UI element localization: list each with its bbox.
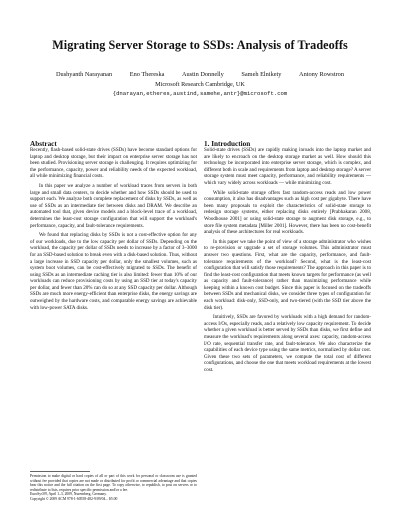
- introduction-paragraph: In this paper we take the point of view of a storage administrator who wishes to re-provision or upgrade a set of storage volumes. This administrator must answer two questions. First, what are the capacity, performance, and fault-tolerance requirements of the workload? Second, what is the least-cost configuration that will satisfy those requirements? The approach in this paper is to find the least-cost configuration that meets known targets for performance (as well as capacity and fault-tolerance) rather than maximizing performance while keeping within a known cost budget. Since this paper is focused on the tradeoffs between SSDs and mechanical disks, we consider three types of configuration for each workload: disk-only, SSD-only, and two-tiered (with the SSD tier above the disk tier).: [204, 238, 371, 311]
- author-name: Sameh Elnikety: [241, 71, 282, 78]
- abstract-paragraph: We found that replacing disks by SSDs is not a cost-effective option for any of our workloads, due to the low capacity per dollar of SSDs. Depending on the workload, the capacity per dollar of SSDs needs to increase by a factor of 3–3000 for an SSD-based solution to break even with a disk-based solution. Thus, without a large increase in SSD capacity per dollar, only the smallest volumes, such as system boot volumes, can be cost-effectively migrated to SSDs. The benefit of using SSDs as an intermediate caching tier is also limited: fewer than 10% of our workloads can reduce provisioning costs by using an SSD tier at today's capacity per dollar, and fewer than 20% can do so at any SSD capacity per dollar. Although SSDs are much more energy-efficient than enterprise disks, the energy savings are outweighed by the hardware costs, and comparable energy savings are achievable with low-power SATA disks.: [30, 232, 197, 311]
- author-name: Eno Thereska: [129, 71, 165, 78]
- introduction-paragraph: Solid-state drives (SSDs) are rapidly making inroads into the laptop market and are likely to encroach on the desktop storage market as well. How should this technology be incorporated into enterprise server storage, which is complex, and different both in scale and requirements from laptop and desktop storage? A server storage system must meet capacity, performance, and reliability requirements — which vary widely across workloads — while minimizing cost.: [204, 147, 371, 186]
- abstract-column: [30, 147, 197, 314]
- abstract-paragraph: Recently, flash-based solid-state drives (SSDs) have become standard options for laptop and desktop storage, but their impact on enterprise server storage has not been studied. Provisioning server storage is challenging. It requires optimizing for the performance, capacity, power and reliability needs of the expected workload, all while minimizing financial costs.: [30, 147, 197, 180]
- affiliation: Microsoft Research Cambridge, UK: [155, 81, 245, 88]
- introduction-heading: 1. Introduction: [204, 140, 251, 148]
- introduction-paragraph: Intuitively, SSDs are favored by workloads with a high demand for random-access I/Os, especially reads, and a relatively low capacity requirement. To decide whether a given workload is better served by SSDs than disks, we first define and measure the workload's requirements along several axes: capacity, random-access I/O rate, sequential transfer rate, and fault-tolerance. We also characterize the capabilities of each device type using the same metrics, normalized by dollar cost. Given these two sets of parameters, we compute the total cost of different configurations, and choose the one that meets workload requirements at the lowest cost.: [204, 314, 371, 373]
- footnote-divider: [30, 471, 90, 472]
- permission-text: Permission to make digital or hard copies of all or part of this work for personal or classroom use is granted without fee provided that copies are not made or distributed for profit or commercial advantage and that copies bear this notice and the full citation on the first page. To copy otherwise, to republish, to post on servers or to redistribute to lists, requires prior specific permission and/or a fee.: [30, 474, 197, 492]
- introduction-column: [204, 147, 371, 377]
- conference-line: EuroSys'09, April 1–3, 2009, Nuremberg, Germany.: [30, 492, 107, 497]
- copyright-notice: [30, 474, 197, 502]
- author-name: Antony Rowstron: [299, 71, 344, 78]
- abstract-paragraph: In this paper we analyze a number of workload traces from servers in both large and small data centers, to decide whether and how SSDs should be used to support each. We analyze both complete replacement of disks by SSDs, as well as use of SSDs as an intermediate tier between disks and DRAM. We describe an automated tool that, given device models and a block-level trace of a workload, determines the least-cost storage configuration that will support the workload's performance, capacity, and fault-tolerance requirements.: [30, 182, 197, 229]
- copyright-line: Copyright © 2009 ACM 978-1-60558-482-9/09/04... $5.00: [30, 496, 118, 501]
- author-name: Austin Donnelly: [181, 71, 224, 78]
- author-list: [0, 71, 400, 78]
- author-emails: {dnarayan,etheres,austind,samehe,antr}@microsoft.com: [112, 90, 288, 97]
- abstract-heading: Abstract: [30, 140, 57, 148]
- author-name: Dushyanth Narayanan: [56, 71, 113, 78]
- introduction-paragraph: While solid-state storage offers fast random-access reads and low power consumption, it also has disadvantages such as high cost per gigabyte. There have been many proposals to exploit the characteristics of solid-state storage to redesign storage systems, either replacing disks entirely [Prabhakaran 2008, Woodhouse 2001] or using solid-state storage to augment disk storage, e.g., to store file system metadata [Miller 2001]. However, there has been no cost-benefit analysis of these architectures for real workloads.: [204, 189, 371, 236]
- paper-title: Migrating Server Storage to SSDs: Analysis of Tradeoffs: [52, 38, 348, 52]
